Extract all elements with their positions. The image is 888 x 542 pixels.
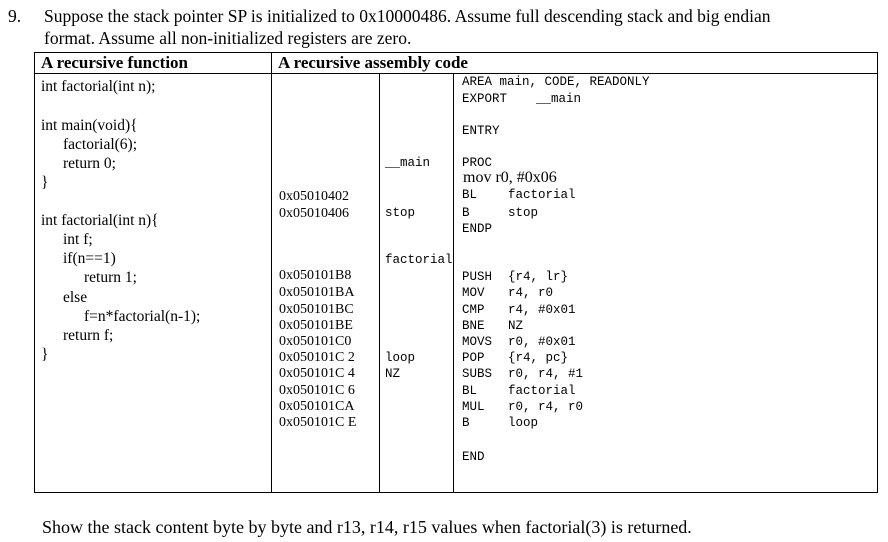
divider-label-code <box>453 73 454 492</box>
c-line: return f; <box>63 327 114 344</box>
label-main: __main <box>385 156 431 170</box>
address: 0x050101BE <box>279 318 353 333</box>
asm-op: BL <box>462 384 478 398</box>
asm-arg: r0, #0x01 <box>508 335 576 349</box>
address: 0x050101C0 <box>279 334 352 349</box>
c-line: int f; <box>63 231 93 248</box>
asm-op: CMP <box>462 303 485 317</box>
question-number: 9. <box>8 6 22 26</box>
c-line: f=n*factorial(n-1); <box>84 308 201 325</box>
c-line: if(n==1) <box>63 250 116 267</box>
c-line: factorial(6); <box>63 136 138 153</box>
c-line: } <box>41 174 49 191</box>
asm-arg: r4, r0 <box>508 286 554 300</box>
address: 0x050101BC <box>279 302 354 317</box>
label-nz: NZ <box>385 367 401 381</box>
divider-addr-label <box>379 73 380 492</box>
divider-c-asm <box>271 53 272 492</box>
c-line: int factorial(int n); <box>41 78 156 95</box>
c-line: int main(void){ <box>41 117 138 134</box>
asm-arg: NZ <box>508 319 524 333</box>
address: 0x05010406 <box>279 206 349 221</box>
asm-arg: r4, #0x01 <box>508 303 576 317</box>
address: 0x050101CA <box>279 399 355 414</box>
asm-directive: AREA main, CODE, READONLY <box>462 75 650 89</box>
label-factorial: factorial <box>385 253 453 267</box>
address: 0x050101C 6 <box>279 383 355 398</box>
asm-op: MUL <box>462 400 485 414</box>
asm-op: PUSH <box>462 270 493 284</box>
asm-arg: __main <box>536 92 582 106</box>
asm-arg: {r4, lr} <box>508 270 569 284</box>
question-line-2: format. Assume all non-initialized registers are zero. <box>44 28 412 48</box>
address: 0x05010402 <box>279 189 349 204</box>
asm-op: PROC <box>462 156 493 170</box>
asm-op: MOV <box>462 286 485 300</box>
asm-op: B <box>462 416 470 430</box>
asm-op: ENDP <box>462 222 493 236</box>
asm-op: BL <box>462 188 478 202</box>
asm-op: BNE <box>462 319 485 333</box>
label-loop: loop <box>385 351 416 365</box>
asm-arg: factorial <box>508 188 576 202</box>
instruction-text: Show the stack content byte by byte and r13, r14, r15 values when factorial(3) is returned. <box>42 517 692 537</box>
asm-arg: stop <box>508 206 539 220</box>
address: 0x050101C E <box>279 415 357 430</box>
header-recursive-function: A recursive function <box>41 53 189 72</box>
asm-op: POP <box>462 351 485 365</box>
asm-op: SUBS <box>462 367 493 381</box>
question-line-1: Suppose the stack pointer SP is initialized to 0x10000486. Assume full descending stack and big endian <box>44 6 771 26</box>
address: 0x050101BA <box>279 285 355 300</box>
c-line: return 0; <box>63 155 116 172</box>
c-line: int factorial(int n){ <box>41 212 159 229</box>
address: 0x050101C 2 <box>279 350 355 365</box>
c-line: } <box>41 346 49 363</box>
asm-op: END <box>462 450 485 464</box>
asm-op: ENTRY <box>462 124 500 138</box>
code-table <box>34 52 878 493</box>
c-line: return 1; <box>84 269 137 286</box>
asm-op: EXPORT <box>462 92 508 106</box>
asm-arg: loop <box>508 416 539 430</box>
label-stop: stop <box>385 206 416 220</box>
asm-op: B <box>462 206 470 220</box>
asm-op: MOVS <box>462 335 493 349</box>
asm-op: mov r0, #0x06 <box>463 169 557 186</box>
asm-arg: r0, r4, r0 <box>508 400 584 414</box>
address: 0x050101B8 <box>279 268 352 283</box>
asm-arg: r0, r4, #1 <box>508 367 584 381</box>
address: 0x050101C 4 <box>279 366 355 381</box>
c-line: else <box>63 289 88 306</box>
header-recursive-assembly: A recursive assembly code <box>278 53 468 72</box>
asm-arg: factorial <box>508 384 576 398</box>
asm-arg: {r4, pc} <box>508 351 569 365</box>
